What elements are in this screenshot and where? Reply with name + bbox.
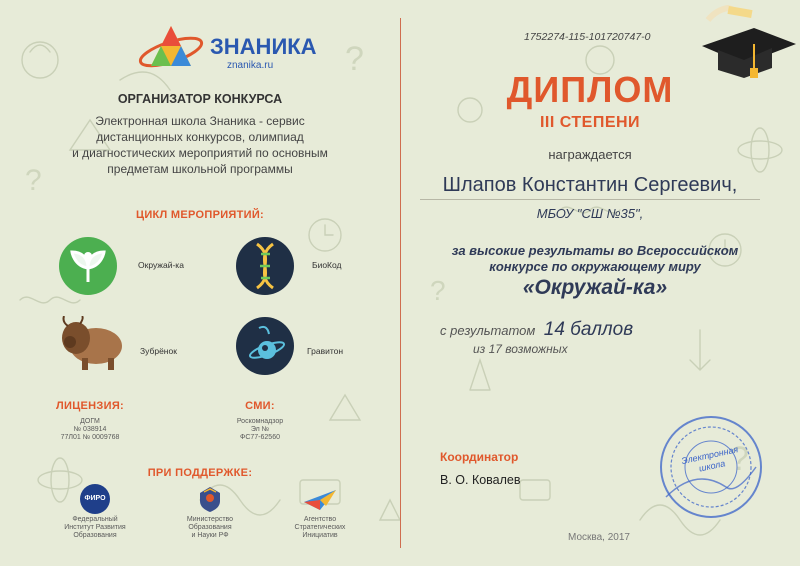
- stamp-text: Электронная школа: [680, 444, 740, 474]
- graduation-cap-icon: [692, 4, 798, 80]
- description-line: и диагностических мероприятий по основным: [72, 146, 328, 160]
- support-org-line: Агентство: [303, 516, 337, 523]
- description-line: дистанционных конкурсов, олимпиад: [96, 130, 304, 144]
- svg-text:?: ?: [430, 275, 446, 306]
- description-line: предметам школьной программы: [107, 162, 293, 176]
- event-label: Гравитон: [307, 346, 344, 356]
- event-label: Зубрёнок: [140, 346, 177, 356]
- reason-line: конкурсе по окружающему миру: [489, 259, 701, 274]
- support-org-ministry[interactable]: [170, 484, 250, 540]
- result-value: 14 баллов: [543, 319, 634, 340]
- organizer-description: [30, 113, 370, 177]
- support-org-line: и Науки РФ: [191, 532, 229, 539]
- coordinator-label: Координатор: [440, 450, 519, 464]
- support-org-firo[interactable]: [55, 484, 135, 540]
- coordinator-name: В. О. Ковалев: [440, 473, 521, 487]
- result-line: [440, 319, 740, 343]
- dna-icon: [235, 236, 295, 296]
- result-prefix: с результатом: [440, 323, 536, 338]
- license-line: № 038914: [73, 426, 107, 433]
- support-org-line: Институт Развития: [64, 524, 126, 531]
- event-item-biokod[interactable]: [235, 236, 385, 296]
- center-divider: [400, 18, 401, 548]
- event-item-zubrenok[interactable]: [58, 316, 208, 376]
- media-heading: СМИ:: [245, 400, 275, 412]
- support-heading: ПРИ ПОДДЕРЖКЕ:: [147, 467, 253, 479]
- media-line: ФС77-62560: [240, 434, 280, 441]
- event-item-graviton[interactable]: [235, 316, 385, 376]
- media-details: [210, 418, 310, 442]
- logo-url: znanika.ru: [227, 60, 274, 71]
- media-line: Роскомнадзор: [236, 418, 284, 425]
- event-label: БиоКод: [312, 260, 342, 270]
- support-org-line: Образования: [188, 524, 232, 531]
- firo-logo-icon: ФИРО: [80, 484, 110, 514]
- support-org-line: Образования: [73, 532, 117, 539]
- plant-icon: [58, 236, 118, 296]
- result-of: из 17 возможных: [473, 342, 568, 356]
- paper-plane-icon: [300, 484, 340, 514]
- logo-name: ЗНАНИКА: [210, 34, 317, 59]
- support-org-line: Министерство: [186, 516, 234, 523]
- support-org-line: Инициатив: [302, 532, 338, 539]
- svg-text:?: ?: [730, 440, 749, 478]
- contest-name: «Окружай-ка»: [522, 276, 668, 299]
- event-item-okruzhayka[interactable]: [58, 236, 208, 296]
- license-heading: ЛИЦЕНЗИЯ:: [55, 400, 124, 412]
- awarded-label: награждается: [548, 147, 632, 162]
- organizer-logo[interactable]: [135, 20, 335, 80]
- license-line: ДОГМ: [80, 418, 100, 425]
- organizer-heading: ОРГАНИЗАТОР КОНКУРСА: [117, 92, 283, 106]
- planet-icon: [235, 316, 295, 376]
- svg-text:?: ?: [25, 164, 42, 197]
- support-org-asi[interactable]: [280, 484, 360, 540]
- coat-of-arms-icon: [195, 484, 225, 514]
- diploma-degree: III СТЕПЕНИ: [539, 114, 641, 131]
- znanika-logo-icon: [135, 20, 205, 80]
- svg-text:?: ?: [345, 40, 364, 78]
- bison-icon: [58, 316, 128, 372]
- events-heading: ЦИКЛ МЕРОПРИЯТИЙ:: [135, 209, 265, 221]
- support-org-line: Стратегических: [294, 524, 346, 531]
- event-label: Окружай-ка: [138, 260, 184, 270]
- media-line: Эл №: [250, 426, 270, 433]
- recipient-name: Шлапов Константин Сергеевич,: [420, 174, 760, 200]
- diploma-number: 1752274-115-101720747-0: [524, 31, 651, 43]
- place-year: Москва, 2017: [568, 532, 630, 543]
- description-line: Электронная школа Знаника - сервис: [95, 114, 305, 128]
- license-line: 77Л01 № 0009768: [60, 434, 120, 441]
- license-details: [40, 418, 140, 442]
- diploma-title: ДИПЛОМ: [506, 69, 674, 110]
- support-org-line: Федеральный: [72, 516, 118, 523]
- reason-line: за высокие результаты во Всероссийском: [451, 243, 739, 258]
- award-reason: [400, 243, 790, 275]
- recipient-school: МБОУ "СШ №35",: [536, 206, 644, 221]
